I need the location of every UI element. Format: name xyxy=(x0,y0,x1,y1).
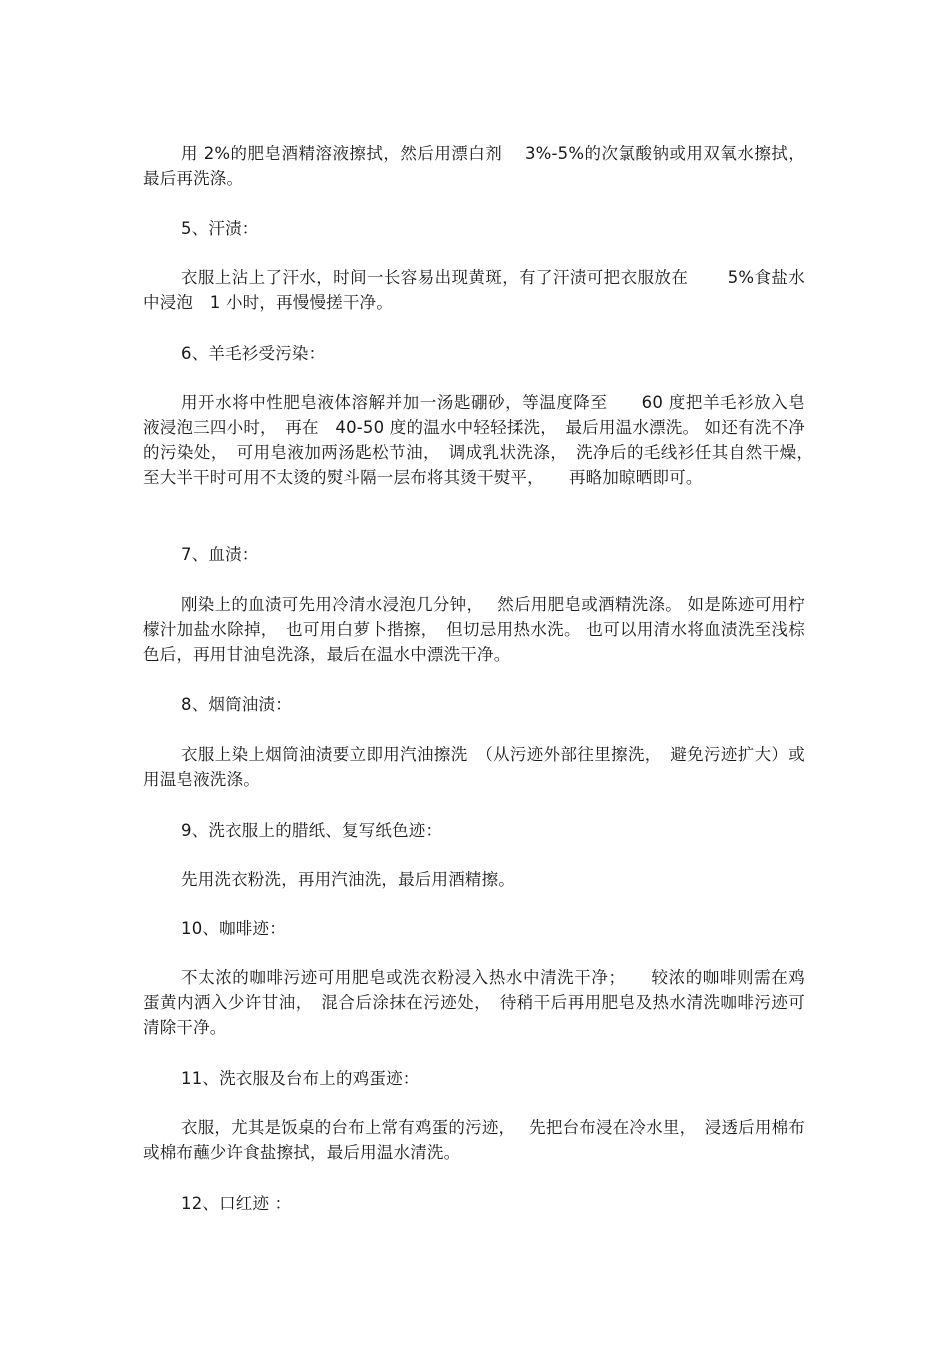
heading-lipstick: 12、口红迹 ： xyxy=(181,1194,292,1213)
heading-sweat-stain: 5、汗渍： xyxy=(181,219,259,238)
paragraph-chimney-oil: 衣服上染上烟筒油渍要立即用汽油擦洗 （从污迹外部往里擦洗， 避免污迹扩大）或用温皂液洗涤。 xyxy=(143,745,805,789)
paragraph-blood-stain: 刚染上的血渍可先用冷清水浸泡几分钟， 然后用肥皂或酒精洗涤。 如是陈迹可用柠檬汁加盐水除掉， 也可用白萝卜揩擦， 但切忌用热水洗。 也可以用清水将血渍洗至浅棕色后，再用甘油皂洗涤，最后在温水中漂洗干净。 xyxy=(143,595,805,664)
paragraph-sweat-stain: 衣服上沾上了汗水，时间一长容易出现黄斑，有了汗渍可把衣服放在 5%食盐水中浸泡 1 小时，再慢慢搓干净。 xyxy=(143,268,805,312)
heading-blood-stain: 7、血渍： xyxy=(181,545,259,564)
heading-coffee-stain: 10、咖啡迹： xyxy=(181,919,286,938)
heading-chimney-oil: 8、烟筒油渍： xyxy=(181,695,292,714)
heading-wax-paper: 9、洗衣服上的腊纸、复写纸色迹： xyxy=(181,821,443,840)
heading-egg-stain: 11、洗衣服及台布上的鸡蛋迹： xyxy=(181,1069,420,1088)
paragraph-wax-paper: 先用洗衣粉洗，再用汽油洗，最后用酒精擦。 xyxy=(181,870,515,889)
paragraph-coffee-stain: 不太浓的咖啡污迹可用肥皂或洗衣粉浸入热水中清洗干净； 较浓的咖啡则需在鸡蛋黄内洒入少许甘油， 混合后涂抹在污迹处， 待稍干后再用肥皂及热水清洗咖啡污迹可清除干净。 xyxy=(143,968,805,1037)
heading-wool-sweater: 6、羊毛衫受污染： xyxy=(181,344,326,363)
paragraph-egg-stain: 衣服，尤其是饭桌的台布上常有鸡蛋的污迹， 先把台布浸在冷水里， 浸透后用棉布或棉布蘸少许食盐擦拭，最后用温水清洗。 xyxy=(143,1118,805,1162)
paragraph-wool-sweater: 用开水将中性肥皂液体溶解并加一汤匙硼砂，等温度降至 60 度把羊毛衫放入皂液浸泡三四小时， 再在 40-50 度的温水中轻轻揉洗， 最后用温水漂洗。 如还有洗不净的污染处， 可用皂液加两汤匙松节油， 调成乳状洗涤， 洗净后的毛线衫任其自然干燥， 至大半干时可用不太烫的熨斗隔一层布将其烫干熨平， 再略加晾晒即可。 xyxy=(143,393,822,487)
paragraph-bleach-method: 用 2%的肥皂酒精溶液擦拭，然后用漂白剂 3%-5%的次氯酸钠或用双氧水擦拭，最后再洗涤。 xyxy=(143,144,805,188)
